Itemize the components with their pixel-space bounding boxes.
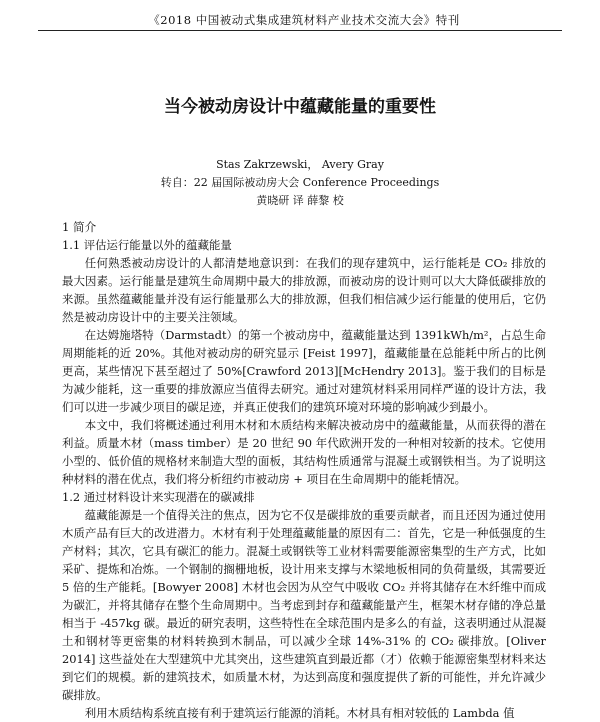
paragraph: 任何熟悉被动房设计的人都清楚地意识到：在我们的现存建筑中，运行能耗是 CO₂ 排放的最大因素。运行能量是建筑生命周期中最大的排放源，而被动房的设计则可以大大降低碳排放的来源。虽然蕴藏能量并没有运行能量那么大的排放源，但我们相信减少运行能量的使用后，它仍然是被动房设计中的主要关注领域。 — [62, 256, 546, 324]
paragraph: 在达姆施塔特（Darmstadt）的第一个被动房中，蕴藏能量达到 1391kWh/m²，占总生命周期能耗的近 20%。其他对被动房的研究显示 [Feist 1997]，蕴藏能量在总能耗中所占的比例更高，某些情况下甚至超过了 50%[Crawford 2013][McHendry 2013]。鉴于我们的目标是为减少能耗，这一重要的排放源应当值得去研究。通过对建筑材料采用同样严谨的设计方法，我们可以进一步减少项目的碳足迹，并真正使我们的建筑环境对环境的影响减少到最小。 — [62, 328, 546, 414]
subsection-heading: 1.1 评估运行能量以外的蕴藏能量 — [62, 238, 232, 252]
section-heading: 1 简介 — [62, 220, 97, 234]
running-head: 《2018 中国被动式集成建筑材料产业技术交流大会》特刊 — [148, 13, 460, 27]
header-rule — [38, 30, 562, 31]
article-source: 转自：22 届国际被动房大会 Conference Proceedings — [160, 176, 440, 189]
paragraph: 蕴藏能源是一个值得关注的焦点，因为它不仅是碳排放的重要贡献者，而且还因为通过使用木质产品有巨大的改进潜力。木材有利于处理蕴藏能量的原因有二：首先，它是一种低强度的生产材料；其次，它具有碳汇的能力。混凝土或钢铁等工业材料需要能源密集型的生产方式，比如采矿、提炼和冶炼。一个钢制的搁栅地板，设计用来支撑与木梁地板相同的负荷量级，其需要近 5 倍的生产能耗。[Bowyer 2008] 木材也会因为从空气中吸收 CO₂ 并将其储存在木纤维中而成为碳汇，并将其储存在整个生命周期中。当考虑到封存和蕴藏能量产生，框架木材存储的净总量相当于 -457kg 碳。最近的研究表明，这些特性在全球范围内是多么的有益，这表明通过从混凝土和钢材等更密集的材料转换到木制品，可以减少全球 14%-31% 的 CO₂ 碳排放。[Oliver 2014] 这些益处在大型建筑中尤其突出，这些建筑直到最近都（才）依赖于能源密集型材料来达到它们的规模。新的建筑技术，如质量木材，为达到高度和强度提供了新的可能性，并允许减少碳排放。 — [62, 508, 546, 702]
article-translators: 黄晓研 译 薛黎 校 — [256, 194, 344, 207]
article-title: 当今被动房设计中蕴藏能量的重要性 — [164, 97, 436, 117]
article-body — [62, 218, 546, 722]
subsection-heading: 1.2 通过材料设计来实现潜在的碳减排 — [62, 490, 255, 504]
article-authors: Stas Zakrzewski， Avery Gray — [216, 158, 384, 171]
paragraph: 利用木质结构系统直接有利于建筑运行能源的消耗。木材具有相对较低的 Lambda 值 — [84, 706, 515, 720]
paragraph: 本文中，我们将概述通过利用木材和木质结构来解决被动房中的蕴藏能量，从而获得的潜在利益。质量木材（mass timber）是 20 世纪 90 年代欧洲开发的一种相对较新的技术。它使用小型的、低价值的规格材来制造大型的面板，其结构性质通常与混凝土或钢铁相当。为了说明这种材料的潜在优点，我们将分析纽约市被动房 + 项目在生命周期中的能耗情况。 — [62, 418, 546, 486]
